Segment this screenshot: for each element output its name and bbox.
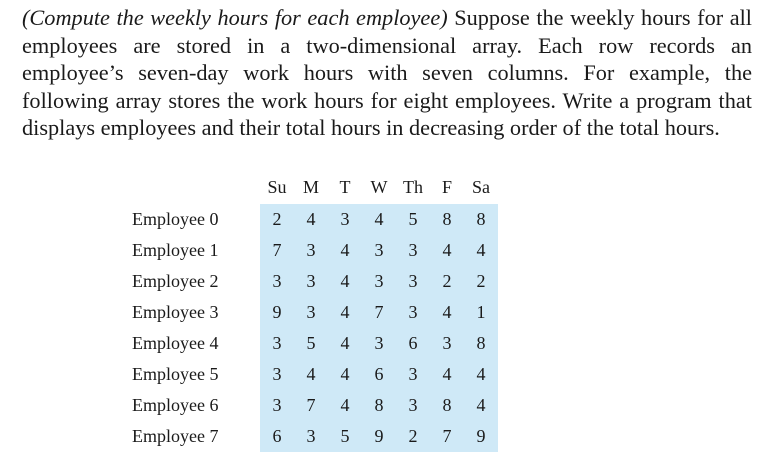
day-header: Sa (472, 177, 490, 197)
employee-row (128, 328, 498, 359)
hours-cell: 5 (396, 204, 430, 235)
hours-cell: 4 (328, 297, 362, 328)
employee-row (128, 359, 498, 390)
day-header: Th (403, 177, 423, 197)
hours-cell: 3 (260, 328, 294, 359)
employee-label: Employee 0 (132, 209, 219, 229)
employee-row (128, 297, 498, 328)
hours-cell: 3 (430, 328, 464, 359)
hours-cell: 9 (362, 421, 396, 452)
day-header: W (370, 177, 388, 197)
day-header-row (128, 171, 498, 204)
employee-row (128, 421, 498, 452)
employee-label: Employee 2 (132, 271, 219, 291)
employee-label: Employee 7 (132, 426, 219, 446)
day-header: T (339, 177, 351, 197)
day-header: M (302, 177, 319, 197)
hours-cell: 3 (294, 235, 328, 266)
hours-cell: 8 (464, 328, 498, 359)
hours-cell: 9 (260, 297, 294, 328)
hours-cell: 3 (260, 266, 294, 297)
hours-cell: 3 (396, 359, 430, 390)
hours-cell: 3 (294, 266, 328, 297)
problem-body: Suppose the weekly hours for all employees are stored in a two-dimensional array. Each row records an employee’s seven-day work hours with seven columns. For example, the following array stores the work hours for eight employees. Write a program that displays employees and their total hours in decreasing order of the total hours. (22, 5, 752, 140)
employee-row (128, 204, 498, 235)
hours-table (128, 171, 498, 452)
hours-table-container (128, 171, 498, 452)
employee-row (128, 235, 498, 266)
employee-label: Employee 3 (132, 302, 219, 322)
day-header: F (441, 177, 452, 197)
problem-statement (22, 4, 752, 142)
hours-cell: 4 (430, 297, 464, 328)
hours-cell: 6 (362, 359, 396, 390)
employee-row (128, 266, 498, 297)
employee-label: Employee 6 (132, 395, 219, 415)
hours-cell: 4 (328, 328, 362, 359)
hours-cell: 2 (430, 266, 464, 297)
employee-label: Employee 5 (132, 364, 219, 384)
hours-cell: 6 (396, 328, 430, 359)
hours-cell: 3 (260, 390, 294, 421)
hours-cell: 4 (430, 359, 464, 390)
employee-row (128, 390, 498, 421)
hours-cell: 3 (328, 204, 362, 235)
hours-cell: 4 (362, 204, 396, 235)
hours-cell: 5 (328, 421, 362, 452)
hours-cell: 4 (430, 235, 464, 266)
hours-cell: 3 (294, 297, 328, 328)
hours-cell: 1 (464, 297, 498, 328)
hours-cell: 7 (294, 390, 328, 421)
hours-cell: 4 (464, 359, 498, 390)
hours-cell: 4 (328, 235, 362, 266)
corner-cell (128, 171, 260, 204)
hours-cell: 4 (464, 390, 498, 421)
hours-cell: 3 (396, 390, 430, 421)
hours-cell: 7 (362, 297, 396, 328)
hours-cell: 3 (396, 266, 430, 297)
hours-cell: 3 (362, 235, 396, 266)
hours-cell: 2 (464, 266, 498, 297)
hours-cell: 6 (260, 421, 294, 452)
hours-cell: 3 (362, 328, 396, 359)
problem-lead: (Compute the weekly hours for each employee) (22, 5, 448, 30)
hours-cell: 4 (328, 359, 362, 390)
hours-cell: 3 (362, 266, 396, 297)
day-header: Su (267, 177, 287, 197)
hours-cell: 4 (328, 390, 362, 421)
hours-cell: 5 (294, 328, 328, 359)
employee-label: Employee 1 (132, 240, 219, 260)
hours-cell: 8 (430, 204, 464, 235)
hours-cell: 3 (396, 235, 430, 266)
hours-cell: 2 (260, 204, 294, 235)
hours-cell: 3 (260, 359, 294, 390)
hours-cell: 2 (396, 421, 430, 452)
hours-cell: 8 (362, 390, 396, 421)
hours-cell: 4 (464, 235, 498, 266)
hours-cell: 8 (430, 390, 464, 421)
hours-cell: 3 (294, 421, 328, 452)
hours-table-body (128, 204, 498, 452)
employee-label: Employee 4 (132, 333, 219, 353)
hours-cell: 3 (396, 297, 430, 328)
hours-cell: 4 (294, 204, 328, 235)
hours-cell: 7 (260, 235, 294, 266)
hours-cell: 8 (464, 204, 498, 235)
hours-cell: 4 (328, 266, 362, 297)
hours-cell: 7 (430, 421, 464, 452)
hours-cell: 4 (294, 359, 328, 390)
hours-cell: 9 (464, 421, 498, 452)
